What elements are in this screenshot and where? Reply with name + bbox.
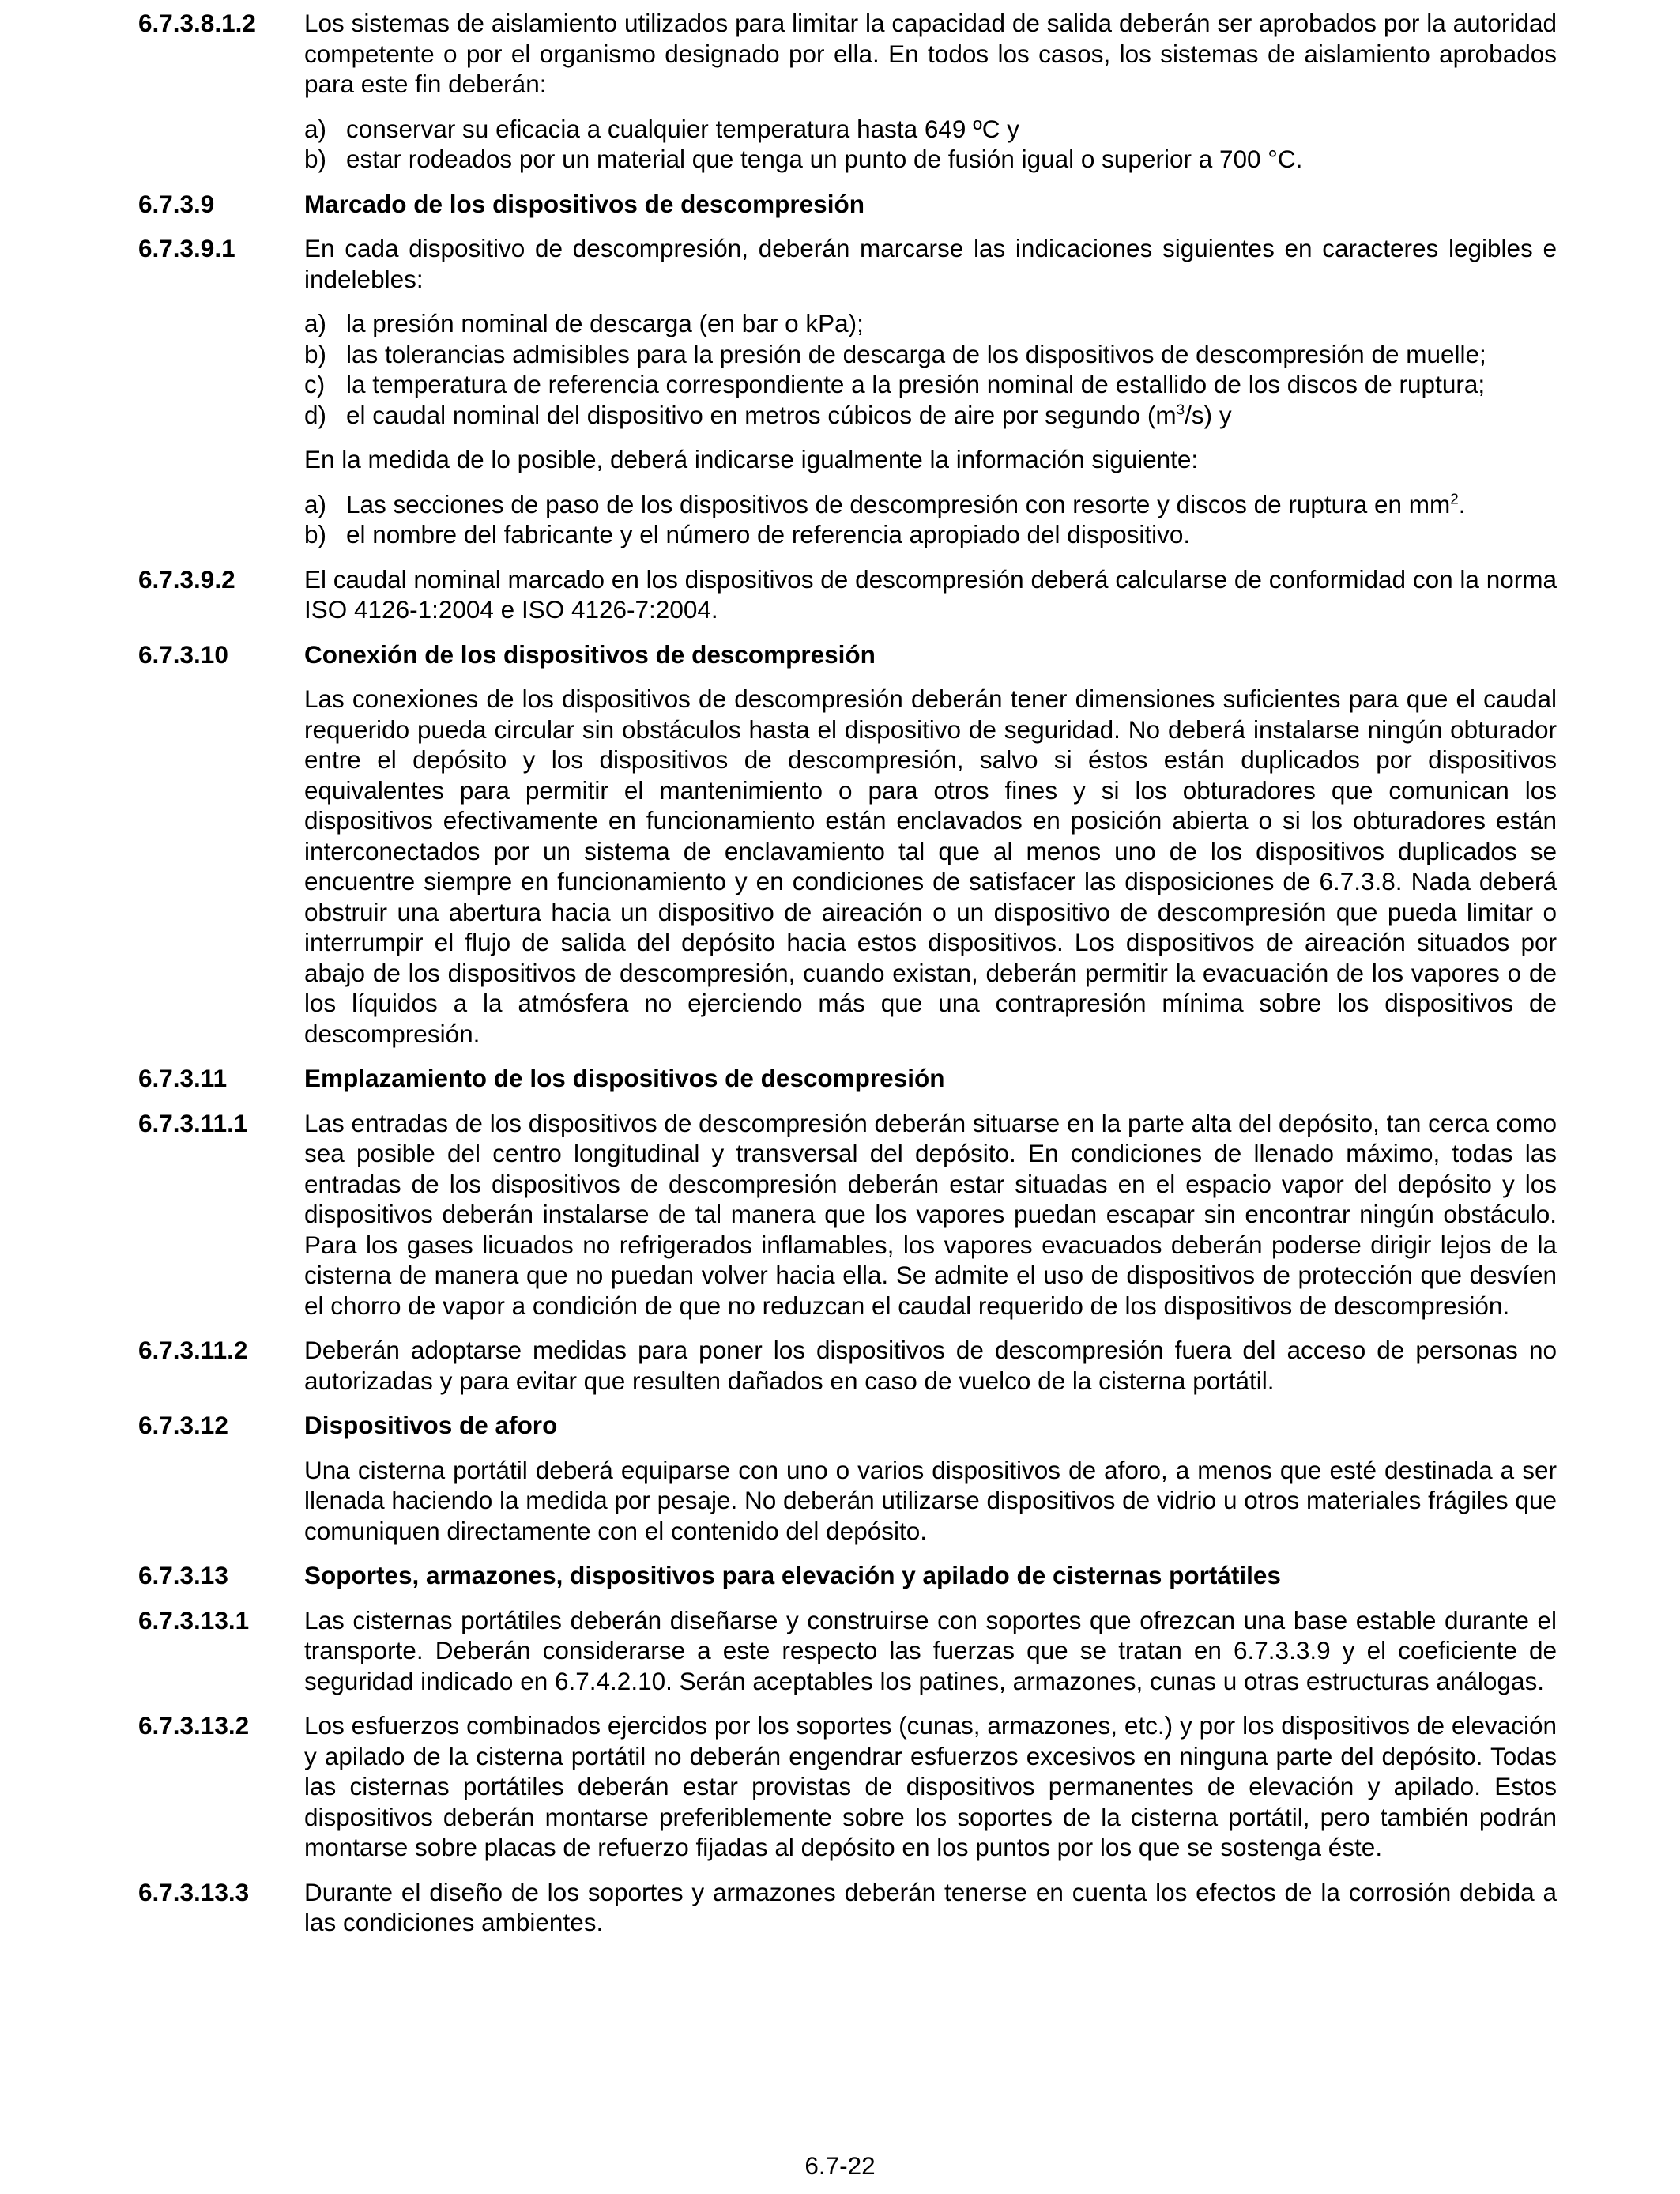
list-marker: a) bbox=[304, 309, 327, 337]
section-heading: Marcado de los dispositivos de descompresión bbox=[304, 189, 864, 218]
list-item-text-main: el caudal nominal del dispositivo en metros cúbicos de aire por segundo (m bbox=[346, 400, 1177, 429]
section bbox=[138, 1605, 1557, 1697]
section-body bbox=[304, 8, 1557, 175]
section bbox=[138, 233, 1557, 550]
item-list bbox=[304, 114, 1557, 175]
paragraph: En la medida de lo posible, deberá indicarse igualmente la información siguiente: bbox=[304, 445, 1199, 473]
paragraph: Las cisternas portátiles deberán diseñarse y construirse con soportes que ofrezcan una base estable durante el transporte. Deberán considerarse a este respecto las fuerzas que se tratan en 6.7.3.3.9 y el coeficiente de seguridad indicado en 6.7.4.2.10. Serán aceptables los patines, armazones, cunas u otras estructuras análogas. bbox=[304, 1605, 1557, 1695]
list-item-text-main: estar rodeados por un material que tenga un punto de fusión igual o superior a 700 °C. bbox=[346, 145, 1303, 173]
section-number: 6.7.3.8.1.2 bbox=[138, 9, 256, 37]
section-number: 6.7.3.11.2 bbox=[138, 1336, 248, 1364]
section-number: 6.7.3.11.1 bbox=[138, 1108, 248, 1137]
list-item-text bbox=[346, 339, 1557, 370]
list-item-text-main: conservar su eficacia a cualquier temperatura hasta 649 ºC y bbox=[346, 114, 1019, 143]
superscript: 3 bbox=[1176, 401, 1185, 418]
list-item-text bbox=[346, 519, 1557, 550]
paragraph: Las conexiones de los dispositivos de descompresión deberán tener dimensiones suficientes para que el caudal requerido pueda circular sin obstáculos hasta el dispositivo de seguridad. No deberá instalarse ningún obturador entre el depósito y los dispositivos de descompresión, salvo si éstos están duplicados por dispositivos equivalentes para permitir el mantenimiento o para otros fines y si los obturadores que comunican los dispositivos efectivamente en funcionamiento están enclavados en posición abierta o si los obturadores están interconectados por un sistema de enclavamiento tal que al menos uno de los dispositivos duplicados se encuentre siempre en funcionamiento y en condiciones de satisfacer las disposiciones de 6.7.3.8. Nada deberá obstruir una abertura hacia un dispositivo de aireación o un dispositivo de descompresión que pueda limitar o interrumpir el flujo de salida del depósito hacia estos dispositivos. Los dispositivos de aireación situados por abajo de los dispositivos de descompresión, cuando existan, deberán permitir la evacuación de los vapores o de los líquidos a la atmósfera no ejerciendo más que una contrapresión mínima sobre los dispositivos de descompresión. bbox=[304, 684, 1557, 1048]
section-body bbox=[304, 1560, 1557, 1591]
list-item-text-main: el nombre del fabricante y el número de referencia apropiado del dispositivo. bbox=[346, 520, 1191, 548]
paragraph: Los esfuerzos combinados ejercidos por los soportes (cunas, armazones, etc.) y por los dispositivos de elevación y apilado de la cisterna portátil no deberán engendrar esfuerzos excesivos en ninguna parte del depósito. Todas las cisternas portátiles deberán estar provistas de dispositivos permanentes de elevación y apilado. Estos dispositivos deberán montarse preferiblemente sobre los soportes de la cisterna portátil, pero también podrán montarse sobre placas de refuerzo fijadas al depósito en los puntos por los que se sostenga éste. bbox=[304, 1711, 1557, 1861]
section-body bbox=[304, 1063, 1557, 1094]
list-item-text-main: la temperatura de referencia correspondiente a la presión nominal de estallido de los discos de ruptura; bbox=[346, 370, 1486, 398]
section-heading: Soportes, armazones, dispositivos para elevación y apilado de cisternas portátiles bbox=[304, 1561, 1281, 1589]
item-list bbox=[304, 308, 1557, 430]
section-number: 6.7.3.13 bbox=[138, 1561, 228, 1589]
list-item bbox=[304, 400, 1557, 431]
section-body bbox=[304, 1710, 1557, 1863]
list-item-text-main: la presión nominal de descarga (en bar o kPa); bbox=[346, 309, 864, 337]
paragraph: Deberán adoptarse medidas para poner los dispositivos de descompresión fuera del acceso de personas no autorizadas y para evitar que resulten dañados en caso de vuelco de la cisterna portátil. bbox=[304, 1336, 1557, 1395]
section-number: 6.7.3.10 bbox=[138, 639, 228, 669]
section-body bbox=[304, 1108, 1557, 1321]
section-heading: Conexión de los dispositivos de descompresión bbox=[304, 639, 876, 669]
section-number: 6.7.3.13.2 bbox=[138, 1711, 250, 1740]
section-body bbox=[304, 564, 1557, 625]
list-item bbox=[304, 308, 1557, 339]
paragraph: El caudal nominal marcado en los dispositivos de descompresión deberá calcularse de conformidad con la norma ISO 4126-1:2004 e ISO 4126-7:2004. bbox=[304, 564, 1557, 624]
section-body bbox=[304, 1410, 1557, 1546]
section bbox=[138, 1560, 1557, 1591]
section-body bbox=[304, 233, 1557, 550]
paragraph: Las entradas de los dispositivos de descompresión deberán situarse en la parte alta del depósito, tan cerca como sea posible del centro longitudinal y transversal del depósito. En condiciones de llenado máximo, todas las entradas de los dispositivos de descompresión deberán estar situadas en el espacio vapor del depósito y los dispositivos deberán instalarse de tal manera que los vapores puedan escapar sin encontrar ningún obstáculo. Para los gases licuados no refrigerados inflamables, los vapores evacuados deberán poderse dirigir lejos de la cisterna de manera que no puedan volver hacia ella. Se admite el uso de dispositivos de protección que desvíen el chorro de vapor a condición de que no reduzcan el caudal requerido de los dispositivos de descompresión. bbox=[304, 1108, 1557, 1320]
list-item bbox=[304, 114, 1557, 145]
paragraph: Durante el diseño de los soportes y armazones deberán tenerse en cuenta los efectos de la corrosión debida a las condiciones ambientes. bbox=[304, 1877, 1557, 1936]
list-marker: b) bbox=[304, 145, 327, 173]
paragraph: Una cisterna portátil deberá equiparse con uno o varios dispositivos de aforo, a menos que esté destinada a ser llenada haciendo la medida por pesaje. No deberán utilizarse dispositivos de vidrio u otros materiales frágiles que comuniquen directamente con el contenido del depósito. bbox=[304, 1455, 1557, 1545]
document-body bbox=[138, 8, 1557, 1952]
list-item-text bbox=[346, 369, 1557, 400]
list-item-text bbox=[346, 400, 1557, 431]
section-heading: Emplazamiento de los dispositivos de descompresión bbox=[304, 1064, 945, 1092]
list-item-text-tail: . bbox=[1458, 489, 1466, 518]
section bbox=[138, 1335, 1557, 1396]
section-body bbox=[304, 1877, 1557, 1938]
section-number: 6.7.3.13.3 bbox=[138, 1877, 250, 1906]
list-marker: c) bbox=[304, 370, 326, 398]
section-number: 6.7.3.11 bbox=[138, 1064, 228, 1092]
list-item bbox=[304, 339, 1557, 370]
list-marker: b) bbox=[304, 520, 327, 548]
section bbox=[138, 639, 1557, 1050]
section-body bbox=[304, 189, 1557, 220]
list-item bbox=[304, 489, 1557, 520]
section-heading: Dispositivos de aforo bbox=[304, 1411, 558, 1439]
list-marker: b) bbox=[304, 339, 327, 368]
section-number: 6.7.3.13.1 bbox=[138, 1605, 250, 1634]
section-body bbox=[304, 639, 1557, 1050]
paragraph: Los sistemas de aislamiento utilizados para limitar la capacidad de salida deberán ser aprobados por la autoridad competente o por el organismo designado por ella. En todos los casos, los sistemas de aislamiento aprobados para este fin deberán: bbox=[304, 9, 1557, 98]
list-marker: a) bbox=[304, 114, 327, 143]
list-item bbox=[304, 144, 1557, 175]
section bbox=[138, 564, 1557, 625]
list-item bbox=[304, 519, 1557, 550]
item-list bbox=[304, 489, 1557, 550]
section-body bbox=[304, 1335, 1557, 1396]
page-number: 6.7-22 bbox=[804, 2151, 876, 2180]
section bbox=[138, 189, 1557, 220]
section bbox=[138, 1877, 1557, 1938]
list-item bbox=[304, 369, 1557, 400]
list-item-text bbox=[346, 308, 1557, 339]
list-marker: d) bbox=[304, 400, 327, 429]
list-item-text-main: las tolerancias admisibles para la presión de descarga de los dispositivos de descompresión de muelle; bbox=[346, 339, 1486, 368]
list-item-text bbox=[346, 114, 1557, 145]
section-body bbox=[304, 1605, 1557, 1697]
paragraph: En cada dispositivo de descompresión, deberán marcarse las indicaciones siguientes en caracteres legibles e indelebles: bbox=[304, 234, 1557, 293]
section-number: 6.7.3.9.2 bbox=[138, 564, 235, 594]
list-item-text-tail: /s) y bbox=[1185, 400, 1232, 429]
section bbox=[138, 8, 1557, 175]
section bbox=[138, 1063, 1557, 1094]
section bbox=[138, 1710, 1557, 1863]
list-marker: a) bbox=[304, 489, 327, 518]
list-item-text bbox=[346, 144, 1557, 175]
section-number: 6.7.3.9.1 bbox=[138, 234, 235, 262]
section bbox=[138, 1108, 1557, 1321]
section bbox=[138, 1410, 1557, 1546]
section-number: 6.7.3.12 bbox=[138, 1411, 228, 1439]
section-number: 6.7.3.9 bbox=[138, 189, 215, 218]
list-item-text-main: Las secciones de paso de los dispositivos de descompresión con resorte y discos de ruptura en mm bbox=[346, 489, 1451, 518]
list-item-text bbox=[346, 489, 1557, 520]
superscript: 2 bbox=[1450, 491, 1459, 507]
